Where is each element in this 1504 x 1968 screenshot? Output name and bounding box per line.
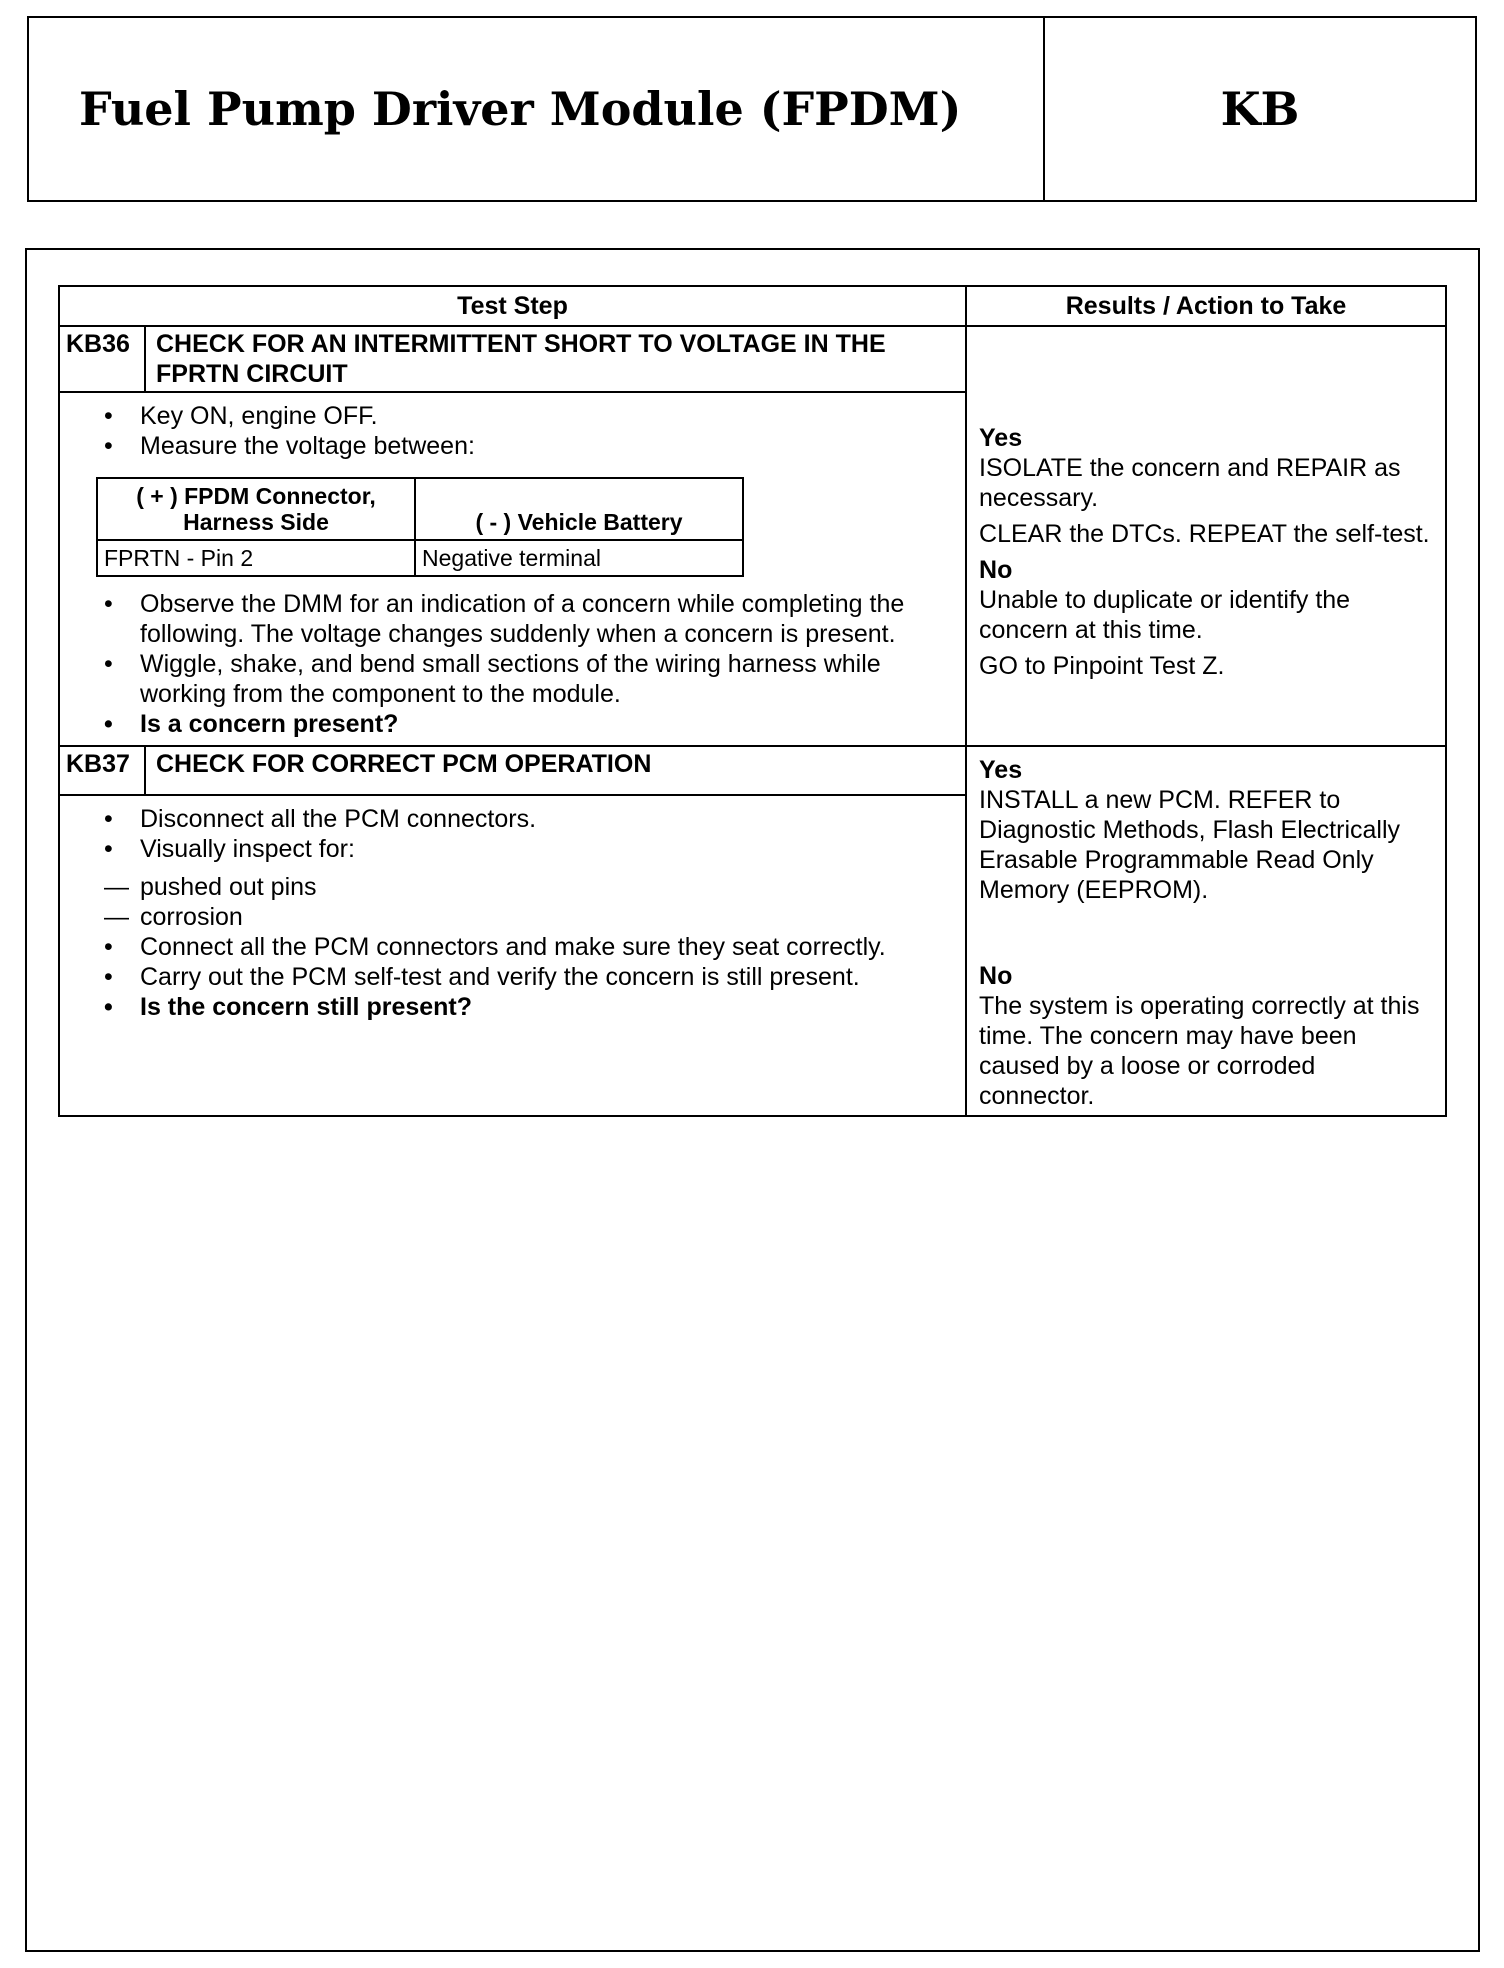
kb36-yes-text-1: ISOLATE the concern and REPAIR as necessary.: [979, 454, 1401, 512]
meas-col-negative: ( - ) Vehicle Battery: [415, 478, 743, 540]
kb36-no-label: No: [979, 556, 1013, 584]
results-kb36: [966, 326, 1446, 746]
list-item: • Disconnect all the PCM connectors.: [96, 804, 955, 834]
step-title-kb37: CHECK FOR CORRECT PCM OPERATION: [145, 746, 966, 795]
list-item: • Carry out the PCM self-test and verify the concern is still present.: [96, 962, 955, 992]
list-item: • Key ON, engine OFF.: [96, 401, 955, 431]
test-step-header: Test Step: [59, 286, 966, 326]
meas-cell-negative: Negative terminal: [415, 540, 743, 576]
inspect-item: — pushed out pins: [96, 872, 955, 902]
kb36-yes-label: Yes: [979, 424, 1023, 452]
results-kb37: [966, 746, 1446, 1116]
kb36-yes-text-2: CLEAR the DTCs. REPEAT the self-test.: [979, 520, 1430, 548]
step-id-kb37: KB37: [59, 746, 145, 795]
step-body-kb36: [59, 392, 966, 746]
list-item: • Measure the voltage between:: [96, 431, 955, 461]
kb37-no-text: The system is operating correctly at this time. The concern may have been caused by a loose or corroded connector.: [979, 992, 1420, 1110]
kb36-no-text-2: GO to Pinpoint Test Z.: [979, 652, 1225, 680]
kb37-no-label: No: [979, 962, 1013, 990]
step-kb36-title-row: [59, 326, 1446, 392]
list-item: [96, 834, 955, 932]
table-header-row: [59, 286, 1446, 326]
kb36-steps-a: [96, 401, 955, 461]
meas-col-positive: ( + ) FPDM Connector, Harness Side: [97, 478, 415, 540]
pinpoint-test-table: [58, 285, 1447, 1117]
kb36-question: • Is a concern present?: [96, 709, 955, 739]
kb37-yes-label: Yes: [979, 756, 1023, 784]
page-header: [27, 16, 1477, 202]
list-item: • Connect all the PCM connectors and make sure they seat correctly.: [96, 932, 955, 962]
step-kb37-title-row: [59, 746, 1446, 795]
kb36-no-text-1: Unable to duplicate or identify the concern at this time.: [979, 586, 1351, 644]
page-title: Fuel Pump Driver Module (FPDM): [79, 82, 962, 136]
kb37-question: • Is the concern still present?: [96, 992, 955, 1022]
list-item: • Observe the DMM for an indication of a concern while completing the following. The voltage changes suddenly when a concern is present.: [96, 589, 955, 649]
meas-cell-positive: FPRTN - Pin 2: [97, 540, 415, 576]
kb37-steps-a: [96, 804, 955, 1022]
inspect-item: — corrosion: [96, 902, 955, 932]
step-id-kb36: KB36: [59, 326, 145, 392]
step-title-kb36: CHECK FOR AN INTERMITTENT SHORT TO VOLTAGE IN THE FPRTN CIRCUIT: [145, 326, 966, 392]
section-code: KB: [1220, 82, 1300, 136]
inspect-list: [96, 872, 955, 932]
measurement-table: [96, 477, 744, 577]
kb37-yes-text: INSTALL a new PCM. REFER to Diagnostic Methods, Flash Electrically Erasable Programmable Read Only Memory (EEPROM).: [979, 786, 1401, 904]
list-item: • Wiggle, shake, and bend small sections of the wiring harness while working from the component to the module.: [96, 649, 955, 709]
list-item-text: Visually inspect for:: [140, 835, 355, 864]
results-header: Results / Action to Take: [966, 286, 1446, 326]
kb36-steps-b: [96, 589, 955, 739]
step-body-kb37: [59, 795, 966, 1116]
